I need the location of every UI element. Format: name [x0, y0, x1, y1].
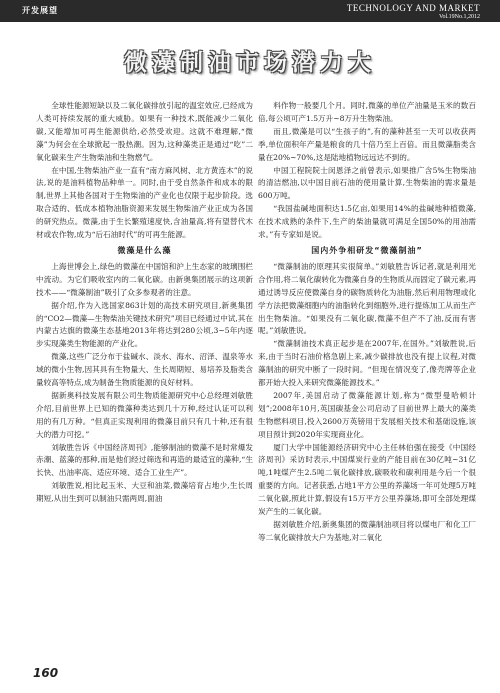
left-column — [36, 100, 253, 506]
paragraph: 据介绍,作为入选国家863计划的高技术研究项目,新奥集团的“CO2—微藻—生物柴油关键技术研究”项目已经通过中试,其在内蒙古达旗的微藻生态基地2013年将达到280公顷,3~5年内逐步实现藻类生物能源的产业化。 — [36, 300, 253, 349]
paragraph: “我国盐碱地面积达1.5亿亩,如果用14%的盐碱地种植微藻,在技术成熟的条件下,生产的柴油量就可满足全国50%的用油需求。”有专家如是说。 — [258, 204, 476, 240]
paragraph: 上海世博会上,绿色的微藻在中国馆和沪上生态家的玻璃围栏中流动。为它们吸收室内的二氧化碳。由新奥集团展示的这项新技术——“微藻制油”吸引了众多参观者的注意。 — [36, 261, 253, 297]
paragraph: 全球性能源短缺以及二氧化碳排放引起的温室效应,已经成为人类可持续发展的重大威胁。如果有一种技术,既能减少二氧化碳,又能增加可再生能源供给,必然受欢迎。这就不难理解,“微藻”为何会在全球掀起一股热潮。因为,这种藻类正是通过“吃”二氧化碳来生产生物柴油和生物燃气。 — [36, 101, 253, 162]
paragraph: 料作物一般要几个月。同时,微藻的单位产油量是玉米的数百倍,每公顷可产1.5万升~8万升生物柴油。 — [258, 101, 476, 123]
issue-info: Vol.19No.1,2012 — [438, 14, 480, 20]
paragraph: 而且,微藻是可以“生孩子的”,有的藻种甚至一天可以收获两季,单位面积年产量是粮食的几十倍乃至上百倍。而且微藻脂类含量在20%~70%,这是陆地植物远远达不到的。 — [258, 126, 476, 162]
paragraph: 据新奥科技发展有限公司生物质能源研究中心总经理刘敏胜介绍,目前世界上已知的微藻种类达到几十万种,经过认证可以利用的有几万种。“但真正实现利用的微藻目前只有几十种,还有很大的潜力可挖。” — [36, 390, 253, 439]
header-bar — [0, 0, 500, 22]
paragraph: “微藻制油技术真正起步是在2007年,在国外。”刘敏胜说,后来,由于当时石油价格急剧上来,减少碳排放也没有提上议程,对微藻制油的研究中断了一段时间。“但现在情况变了,像壳牌等企业都开始大投入来研究微藻能源技术。” — [258, 339, 476, 388]
right-column — [258, 100, 476, 545]
page-number: 160 — [33, 666, 59, 680]
section-label: 开发展望 — [22, 6, 58, 15]
section-heading: 微藻是什么藻 — [117, 245, 172, 255]
paragraph: 微藻,这些广泛分布于盐碱水、淡水、海水、沼泽、温泉等水域的微小生物,因其具有生物量大、生长周期短、易培养及脂类含量较高等特点,成为制备生物质能源的良好材料。 — [36, 352, 253, 388]
paragraph: 2007年,美国启动了微藻能源计划,称为“微型曼哈顿计划”;2008年10月,英国碳基金公司启动了目前世界上最大的藻类生物燃料项目,投入2600万英镑用于发展相关技术和基础设施,该项目预计到2020年实现商业化。 — [258, 390, 476, 439]
paragraph: “微藻制油的原理其实很简单。”刘敏胜告诉记者,就是利用光合作用,将二氧化碳转化为微藻自身的生物质从而固定了碳元素,再通过诱导反应使微藻自身的碳物质转化为油脂,然后利用物理或化学方法把微藻细胞内的油脂转化到细胞外,进行提炼加工从而生产出生物柴油。“如果没有二氧化碳,微藻不但产不了油,反而有害呢。”刘敏胜说。 — [258, 261, 476, 336]
article-title: 微藻制油市场潜力大 — [124, 50, 376, 76]
section-heading: 国内外争相研发“微藻制油” — [311, 245, 423, 255]
paragraph: 在中国,生物柴油产业一直有“南方麻风树、北方黄连木”的说法,说的是油料植物品种单一。同时,由于受自然条件和成本的限制,世界上其他各国对于生物柴油的产业化也仅限于起步阶段。选取合适的、低成本植物油脂资源来发展生物柴油产业正成为各国的研究热点。微藻,由于生长繁殖速度快,含油量高,将有望替代木材或农作物,成为“后石油时代”的可再生能源。 — [36, 165, 253, 240]
paragraph: 厦门大学中国能源经济研究中心主任林伯强在接受《中国经济周刊》采访时表示,中国煤炭行业的产能目前在30亿吨~31亿吨,1吨煤产生2.5吨二氧化碳排放,碳吸收和碳利用是今后一个很重要的方向。记者获悉,占地1平方公里的养藻场一年可处理5万吨二氧化碳,照此计算,假设有15万平方公里养藻场,即可全部处理煤炭产生的二氧化碳。 — [258, 442, 476, 517]
journal-name: TECHNOLOGY AND MARKET — [346, 3, 480, 13]
paragraph: 据刘敏胜介绍,新奥集团的微藻制油项目将以煤电厂和化工厂等二氧化碳排放大户为基地,对二氧化 — [258, 520, 476, 542]
paragraph: 刘敏胜告诉《中国经济周刊》,能够制油的微藻不是时常爆发赤潮、蓝藻的那种,而是他们经过筛选和再造的最适宜的藻种,“生长快、出油率高、适应环境、适合工业生产”。 — [36, 442, 253, 478]
paragraph: 刘敏胜说,相比起玉米、大豆和油菜,微藻培育占地少,生长周期短,从出生到可以制油只需两周,面油 — [36, 481, 253, 504]
paragraph: 中国工程院院士闵恩泽之前曾表示,如果推广含5%生物柴油的清洁燃油,以中国目前石油的使用量计算,生物柴油的需求量是600万吨。 — [258, 165, 476, 201]
